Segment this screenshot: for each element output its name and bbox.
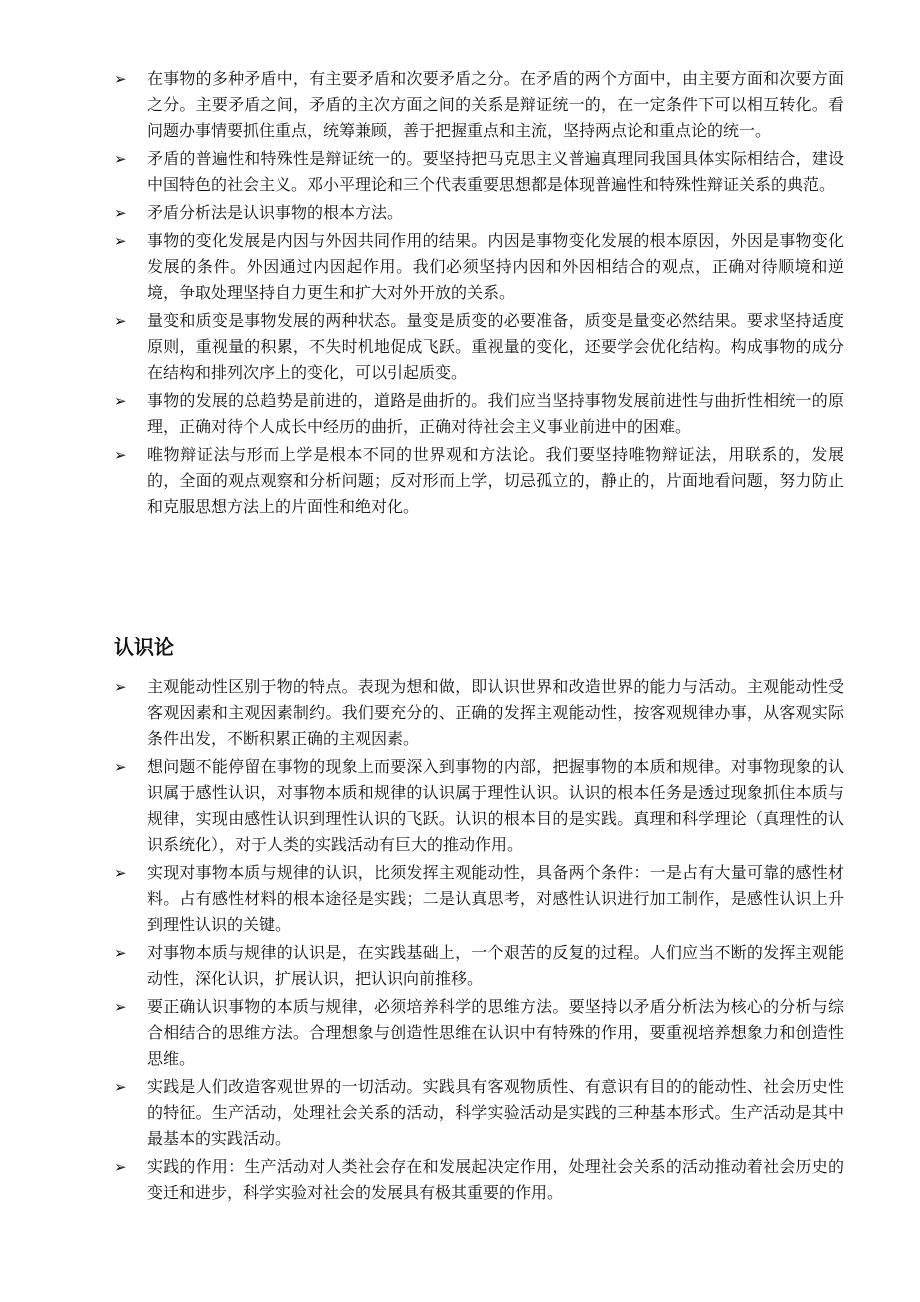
list-item-text: 实践是人们改造客观世界的一切活动。实践具有客观物质性、有意识有目的的能动性、社会历史性的特征。生产活动，处理社会关系的活动，科学实验活动是实践的三种基本形式。生产活动是其中最基本的实践活动。	[147, 1077, 844, 1148]
section-heading-epistemology: 认识论	[114, 635, 174, 659]
list-item-text: 想问题不能停留在事物的现象上而要深入到事物的内部，把握事物的本质和规律。对事物现象的认识属于感性认识，对事物本质和规律的认识属于理性认识。认识的根本任务是透过现象抓住本质与规律，实现由感性认识到理性认识的飞跃。认识的根本目的是实践。真理和科学理论（真理性的认识系统化），对于人类的实践活动有巨大的推动作用。	[147, 757, 844, 854]
list-item	[114, 228, 844, 306]
list-item	[114, 146, 844, 198]
list-item-text: 唯物辩证法与形而上学是根本不同的世界观和方法论。我们要坚持唯物辩证法，用联系的，发展的，全面的观点观察和分析问题；反对形而上学，切忌孤立的，静止的，片面地看问题，努力防止和克服思想方法上的片面性和绝对化。	[147, 445, 844, 516]
list-item	[114, 754, 844, 858]
list-item-text: 事物的发展的总趋势是前进的，道路是曲折的。我们应当坚持事物发展前进性与曲折性相统一的原理，正确对待个人成长中经历的曲折，正确对待社会主义事业前进中的困难。	[147, 391, 844, 436]
dialectics-bullet-list	[114, 66, 844, 522]
list-item	[114, 308, 844, 386]
list-item	[114, 1074, 844, 1152]
arrow-bullet-icon: ➢	[114, 998, 127, 1016]
list-item	[114, 1154, 844, 1206]
list-item-text: 主观能动性区别于物的特点。表现为想和做，即认识世界和改造世界的能力与活动。主观能动性受客观因素和主观因素制约。我们要充分的、正确的发挥主观能动性，按客观规律办事，从客观实际条件出发，不断积累正确的主观因素。	[147, 677, 844, 748]
arrow-bullet-icon: ➢	[114, 204, 127, 222]
list-item-text: 矛盾分析法是认识事物的根本方法。	[147, 203, 404, 222]
arrow-bullet-icon: ➢	[114, 70, 127, 88]
arrow-bullet-icon: ➢	[114, 1158, 127, 1176]
list-item	[114, 940, 844, 992]
list-item	[114, 442, 844, 520]
list-item-text: 要正确认识事物的本质与规律，必须培养科学的思维方法。要坚持以矛盾分析法为核心的分析与综合相结合的思维方法。合理想象与创造性思维在认识中有特殊的作用，要重视培养想象力和创造性思维。	[147, 997, 844, 1068]
list-item	[114, 200, 844, 226]
list-item-text: 实践的作用：生产活动对人类社会存在和发展起决定作用，处理社会关系的活动推动着社会历史的变迁和进步，科学实验对社会的发展具有极其重要的作用。	[147, 1157, 844, 1202]
epistemology-bullet-list	[114, 674, 844, 1208]
arrow-bullet-icon: ➢	[114, 944, 127, 962]
arrow-bullet-icon: ➢	[114, 446, 127, 464]
list-item-text: 事物的变化发展是内因与外因共同作用的结果。内因是事物变化发展的根本原因，外因是事物变化发展的条件。外因通过内因起作用。我们必须坚持内因和外因相结合的观点，正确对待顺境和逆境，争取处理坚持自力更生和扩大对外开放的关系。	[147, 231, 844, 302]
list-item	[114, 674, 844, 752]
arrow-bullet-icon: ➢	[114, 232, 127, 250]
list-item	[114, 388, 844, 440]
arrow-bullet-icon: ➢	[114, 150, 127, 168]
arrow-bullet-icon: ➢	[114, 392, 127, 410]
list-item-text: 在事物的多种矛盾中，有主要矛盾和次要矛盾之分。在矛盾的两个方面中，由主要方面和次要方面之分。主要矛盾之间，矛盾的主次方面之间的关系是辩证统一的，在一定条件下可以相互转化。看问题办事情要抓住重点，统筹兼顾，善于把握重点和主流，坚持两点论和重点论的统一。	[147, 69, 844, 140]
list-item	[114, 994, 844, 1072]
arrow-bullet-icon: ➢	[114, 312, 127, 330]
list-item	[114, 860, 844, 938]
list-item	[114, 66, 844, 144]
list-item-text: 对事物本质与规律的认识是，在实践基础上，一个艰苦的反复的过程。人们应当不断的发挥主观能动性，深化认识，扩展认识，把认识向前推移。	[147, 943, 844, 988]
list-item-text: 矛盾的普遍性和特殊性是辩证统一的。要坚持把马克思主义普遍真理同我国具体实际相结合，建设中国特色的社会主义。邓小平理论和三个代表重要思想都是体现普遍性和特殊性辩证关系的典范。	[147, 149, 844, 194]
list-item-text: 实现对事物本质与规律的认识，比须发挥主观能动性，具备两个条件：一是占有大量可靠的感性材料。占有感性材料的根本途径是实践；二是认真思考，对感性认识进行加工制作，是感性认识上升到理性认识的关键。	[147, 863, 844, 934]
arrow-bullet-icon: ➢	[114, 864, 127, 882]
arrow-bullet-icon: ➢	[114, 758, 127, 776]
arrow-bullet-icon: ➢	[114, 1078, 127, 1096]
arrow-bullet-icon: ➢	[114, 678, 127, 696]
list-item-text: 量变和质变是事物发展的两种状态。量变是质变的必要准备，质变是量变必然结果。要求坚持适度原则，重视量的积累，不失时机地促成飞跃。重视量的变化，还要学会优化结构。构成事物的成分在结构和排列次序上的变化，可以引起质变。	[147, 311, 844, 382]
